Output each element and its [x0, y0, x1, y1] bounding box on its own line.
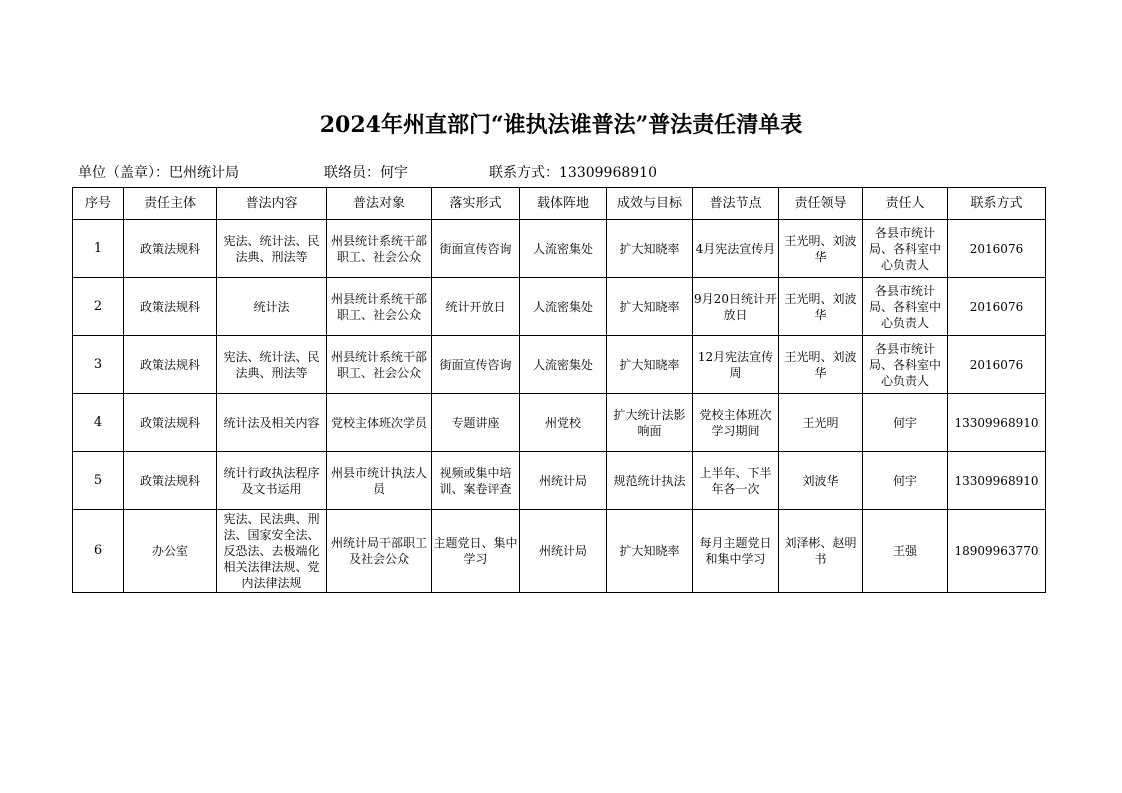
table-cell: 州县统计系统干部职工、社会公众: [327, 220, 432, 278]
table-cell: 4月宪法宣传月: [693, 220, 779, 278]
table-cell: 扩大知晓率: [607, 220, 693, 278]
table-cell: 视频或集中培训、案卷评查: [432, 452, 520, 510]
table-cell: 18909963770: [948, 510, 1046, 593]
table-cell: 何宇: [863, 394, 948, 452]
table-cell: 各县市统计局、各科室中心负责人: [863, 220, 948, 278]
table-cell: 扩大知晓率: [607, 278, 693, 336]
header-cell: 成效与目标: [607, 188, 693, 220]
table-cell: 政策法规科: [124, 394, 217, 452]
table-cell: 统计法及相关内容: [217, 394, 327, 452]
table-row: [73, 452, 1046, 510]
table-cell: 专题讲座: [432, 394, 520, 452]
table-row: [73, 278, 1046, 336]
table-cell: 2016076: [948, 278, 1046, 336]
table-cell: 13309968910: [948, 394, 1046, 452]
table-cell: 9月20日统计开放日: [693, 278, 779, 336]
table-cell: 12月宪法宣传周: [693, 336, 779, 394]
contact-info-label: 联系方式：13309968910: [489, 165, 657, 181]
table-cell: 刘波华: [779, 452, 863, 510]
table-cell: 州党校: [520, 394, 607, 452]
table-cell: 党校主体班次学习期间: [693, 394, 779, 452]
table-cell: 州县统计系统干部职工、社会公众: [327, 278, 432, 336]
table-cell: 州县市统计执法人员: [327, 452, 432, 510]
table-cell: 每月主题党日和集中学习: [693, 510, 779, 593]
table-cell: 13309968910: [948, 452, 1046, 510]
unit-label: 单位（盖章）：巴州统计局: [78, 165, 239, 181]
table-cell: 人流密集处: [520, 336, 607, 394]
header-cell: 普法内容: [217, 188, 327, 220]
table-cell: 刘泽彬、赵明书: [779, 510, 863, 593]
table-cell: 扩大知晓率: [607, 336, 693, 394]
page-title: 2024年州直部门“谁执法谁普法”普法责任清单表: [319, 112, 803, 138]
header-cell: 序号: [73, 188, 124, 220]
table-cell: 统计开放日: [432, 278, 520, 336]
table-cell: 3: [73, 336, 124, 394]
table-cell: 政策法规科: [124, 452, 217, 510]
table-cell: 王光明、刘波华: [779, 220, 863, 278]
table-cell: 王光明、刘波华: [779, 336, 863, 394]
table-cell: 何宇: [863, 452, 948, 510]
table-cell: 宪法、统计法、民法典、刑法等: [217, 220, 327, 278]
table-row: [73, 394, 1046, 452]
table-cell: 党校主体班次学员: [327, 394, 432, 452]
table-cell: 政策法规科: [124, 336, 217, 394]
table-cell: 扩大知晓率: [607, 510, 693, 593]
table-cell: 王光明: [779, 394, 863, 452]
table-cell: 上半年、下半年各一次: [693, 452, 779, 510]
header-cell: 责任主体: [124, 188, 217, 220]
table-cell: 6: [73, 510, 124, 593]
table-cell: 宪法、民法典、刑法、国家安全法、反恐法、去极端化相关法律法规、党内法律法规: [217, 510, 327, 593]
table-cell: 5: [73, 452, 124, 510]
header-cell: 普法对象: [327, 188, 432, 220]
table-cell: 办公室: [124, 510, 217, 593]
header-cell: 载体阵地: [520, 188, 607, 220]
header-cell: 普法节点: [693, 188, 779, 220]
table-cell: 4: [73, 394, 124, 452]
table-row: [73, 220, 1046, 278]
table-cell: 统计行政执法程序及文书运用: [217, 452, 327, 510]
table-cell: 2: [73, 278, 124, 336]
table-cell: 街面宣传咨询: [432, 336, 520, 394]
table-header-row: [73, 188, 1046, 220]
table-cell: 主题党日、集中学习: [432, 510, 520, 593]
table-cell: 州县统计系统干部职工、社会公众: [327, 336, 432, 394]
table-cell: 人流密集处: [520, 278, 607, 336]
table-cell: 政策法规科: [124, 220, 217, 278]
contact-person-label: 联络员：何宇: [324, 165, 408, 181]
responsibility-table: [72, 187, 1046, 593]
table-cell: 规范统计执法: [607, 452, 693, 510]
table-row: [73, 510, 1046, 593]
table-cell: 州统计局: [520, 510, 607, 593]
table-cell: 扩大统计法影响面: [607, 394, 693, 452]
table-cell: 街面宣传咨询: [432, 220, 520, 278]
table-cell: 各县市统计局、各科室中心负责人: [863, 336, 948, 394]
table-cell: 州统计局: [520, 452, 607, 510]
table-cell: 各县市统计局、各科室中心负责人: [863, 278, 948, 336]
table-cell: 王强: [863, 510, 948, 593]
table-cell: 1: [73, 220, 124, 278]
table-cell: 统计法: [217, 278, 327, 336]
table-row: [73, 336, 1046, 394]
table-cell: 2016076: [948, 220, 1046, 278]
table-cell: 州统计局干部职工及社会公众: [327, 510, 432, 593]
header-cell: 责任领导: [779, 188, 863, 220]
header-cell: 责任人: [863, 188, 948, 220]
table-cell: 宪法、统计法、民法典、刑法等: [217, 336, 327, 394]
header-cell: 落实形式: [432, 188, 520, 220]
table-cell: 人流密集处: [520, 220, 607, 278]
table-cell: 2016076: [948, 336, 1046, 394]
table-cell: 王光明、刘波华: [779, 278, 863, 336]
table-cell: 政策法规科: [124, 278, 217, 336]
header-cell: 联系方式: [948, 188, 1046, 220]
